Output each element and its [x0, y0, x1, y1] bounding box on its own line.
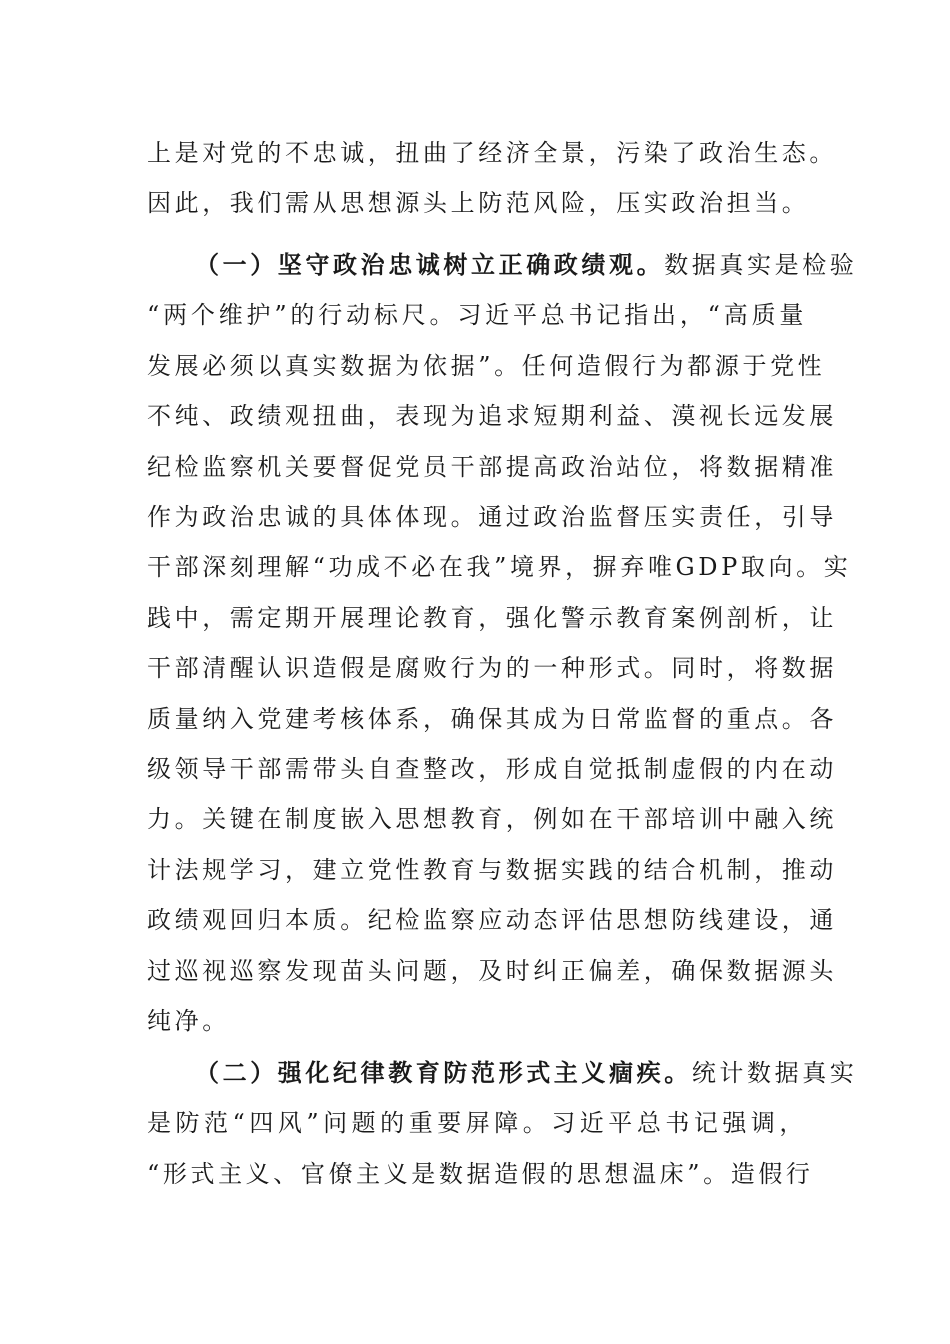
text-line: 纯净。 [147, 1007, 230, 1036]
text-line: 计法规学习，建立党性教育与数据实践的结合机制，推动 [147, 855, 837, 884]
text-line: 纪检监察机关要督促党员干部提高政治站位，将数据精准 [147, 452, 837, 481]
text-line: “形式主义、官僚主义是数据造假的思想温床”。造假行 [147, 1159, 814, 1188]
section-1-first-line [147, 240, 858, 290]
text-line: 质量纳入党建考核体系，确保其成为日常监督的重点。各 [147, 704, 837, 733]
text-line: 上是对党的不忠诚，扭曲了经济全景，污染了政治生态。 [147, 139, 837, 167]
section-1-first-line-text: 数据真实是检验 [664, 251, 858, 279]
text-line: 是防范“四风”问题的重要屏障。习近平总书记强调， [147, 1109, 807, 1138]
text-line: 作为政治忠诚的具体体现。通过政治监督压实责任，引导 [147, 503, 837, 532]
text-line: 力。关键在制度嵌入思想教育，例如在干部培训中融入统 [147, 805, 837, 834]
text-line: “两个维护”的行动标尺。习近平总书记指出，“高质量 [147, 301, 807, 330]
text-line: 发展必须以真实数据为依据”。任何造假行为都源于党性 [147, 351, 826, 380]
section-2-first-line-text: 统计数据真实 [691, 1059, 858, 1087]
text-line: 因此，我们需从思想源头上防范风险，压实政治担当。 [147, 189, 810, 218]
text-line: 干部清醒认识造假是腐败行为的一种形式。同时，将数据 [147, 654, 837, 683]
section-2-heading: （二）强化纪律教育防范形式主义痼疾。 [195, 1059, 692, 1087]
text-line: 干部深刻理解“功成不必在我”境界，摒弃唯GDP取向。实 [147, 553, 852, 582]
text-line: 政绩观回归本质。纪检监察应动态评估思想防线建设，通 [147, 906, 837, 935]
text-line: 不纯、政绩观扭曲，表现为追求短期利益、漠视长远发展 [147, 402, 837, 431]
text-line: 级领导干部需带头自查整改，形成自觉抵制虚假的内在动 [147, 755, 837, 784]
section-2-first-line [147, 1048, 858, 1098]
text-line: 践中，需定期开展理论教育，强化警示教育案例剖析，让 [147, 603, 837, 632]
section-1-heading: （一）坚守政治忠诚树立正确政绩观。 [195, 251, 665, 279]
text-line: 过巡视巡察发现苗头问题，及时纠正偏差，确保数据源头 [147, 956, 837, 985]
section-2-paragraph [147, 1048, 858, 1199]
section-1-paragraph [147, 240, 858, 1047]
paragraph-intro [147, 128, 837, 229]
